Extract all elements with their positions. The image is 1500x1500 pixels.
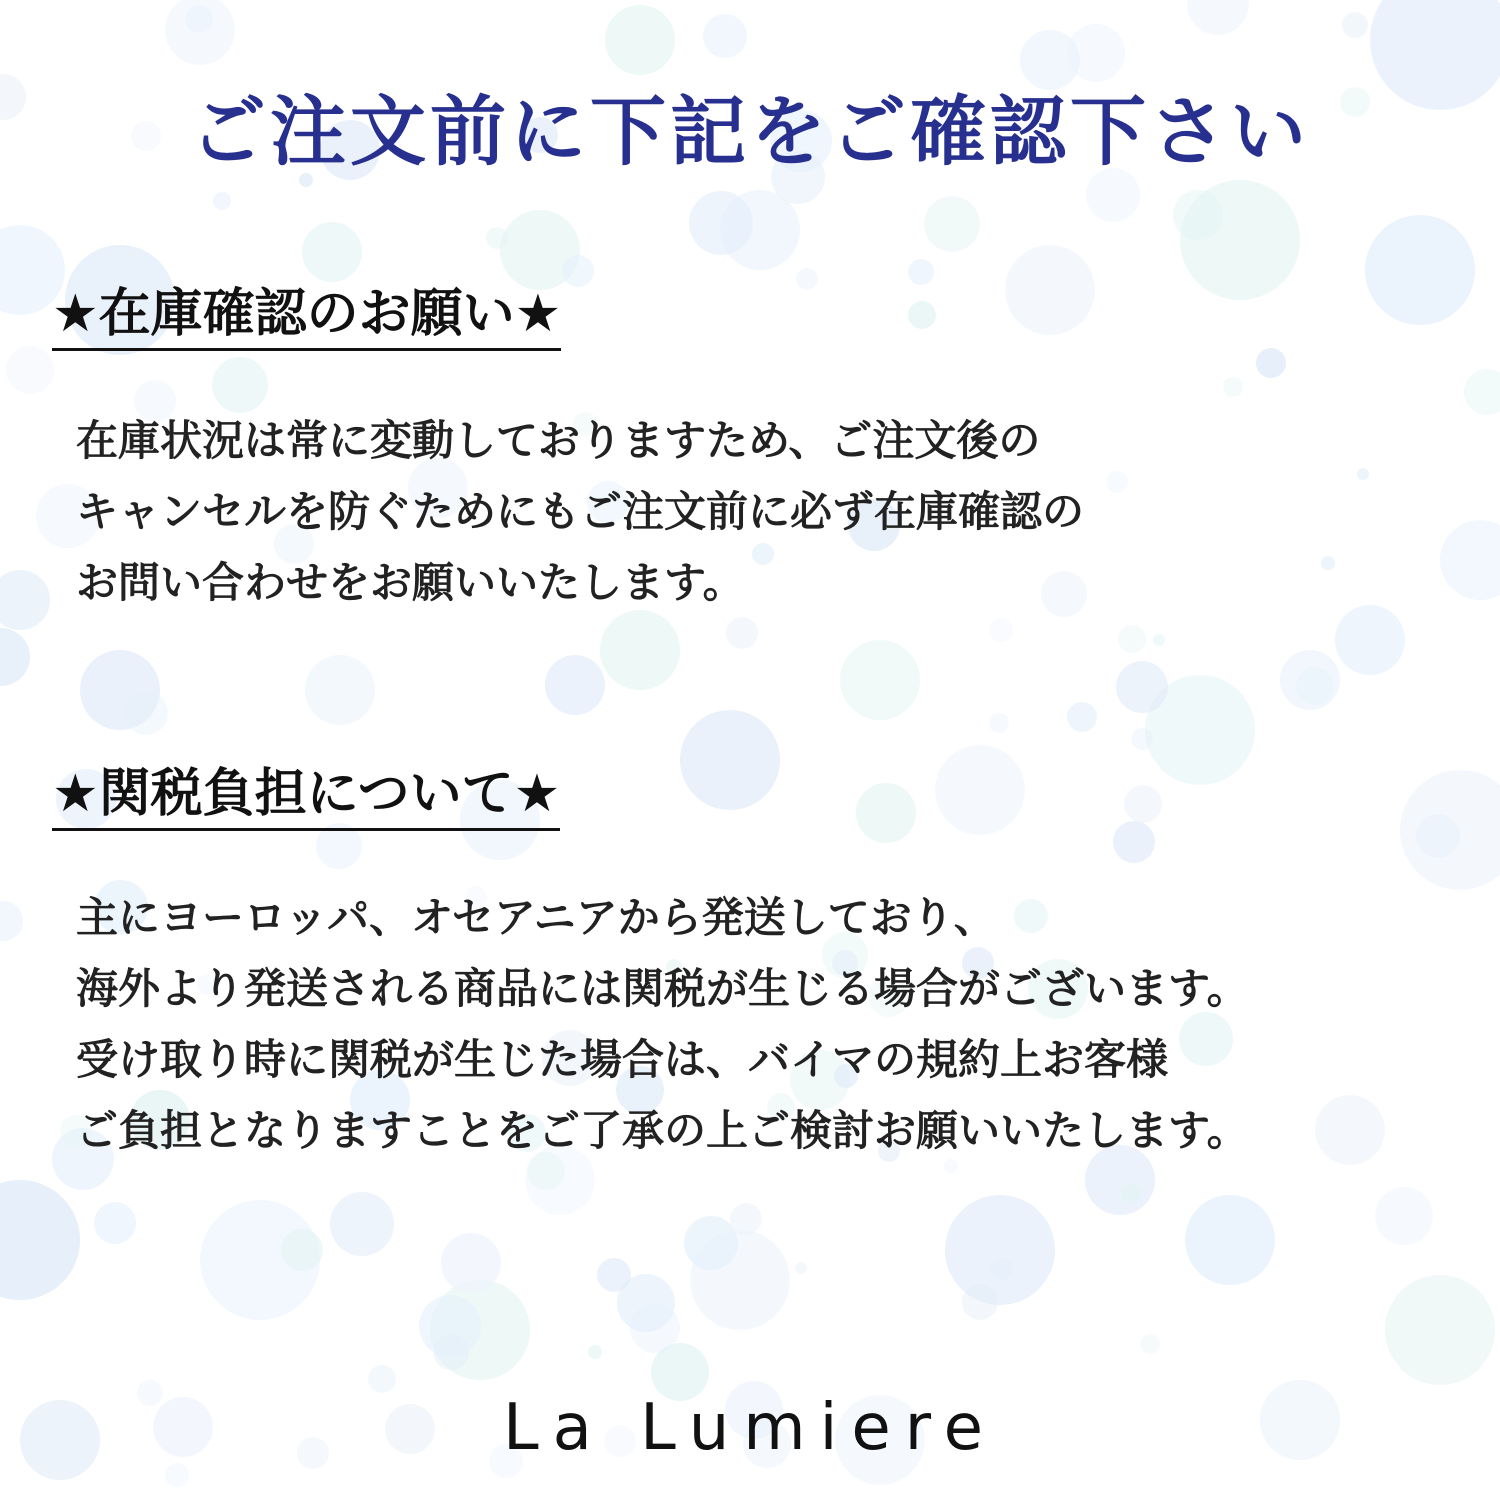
body-line: ご負担となりますことをご了承の上ご検討お願いいたします。 — [76, 1106, 1249, 1155]
section-heading-stock: ★在庫確認のお願い★ — [52, 282, 561, 351]
body-line: キャンセルを防ぐためにもご注文前に必ず在庫確認の — [76, 487, 1085, 536]
section-body-stock — [76, 405, 1476, 618]
body-line: 海外より発送される商品には関税が生じる場合がございます。 — [76, 964, 1249, 1013]
body-line: 受け取り時に関税が生じた場合は、バイマの規約上お客様 — [76, 1035, 1169, 1084]
section-heading-customs: ★関税負担について★ — [52, 762, 560, 831]
body-line: 主にヨーロッパ、オセアニアから発送しており、 — [76, 893, 996, 942]
brand-logo-text: La Lumiere — [502, 1391, 998, 1465]
page-title: ご注文前に下記をご確認下さい — [190, 87, 1310, 176]
body-line: 在庫状況は常に変動しておりますため、ご注文後の — [76, 416, 1041, 465]
section-body-customs — [76, 882, 1476, 1166]
body-line: お問い合わせをお願いいたします。 — [76, 558, 745, 607]
